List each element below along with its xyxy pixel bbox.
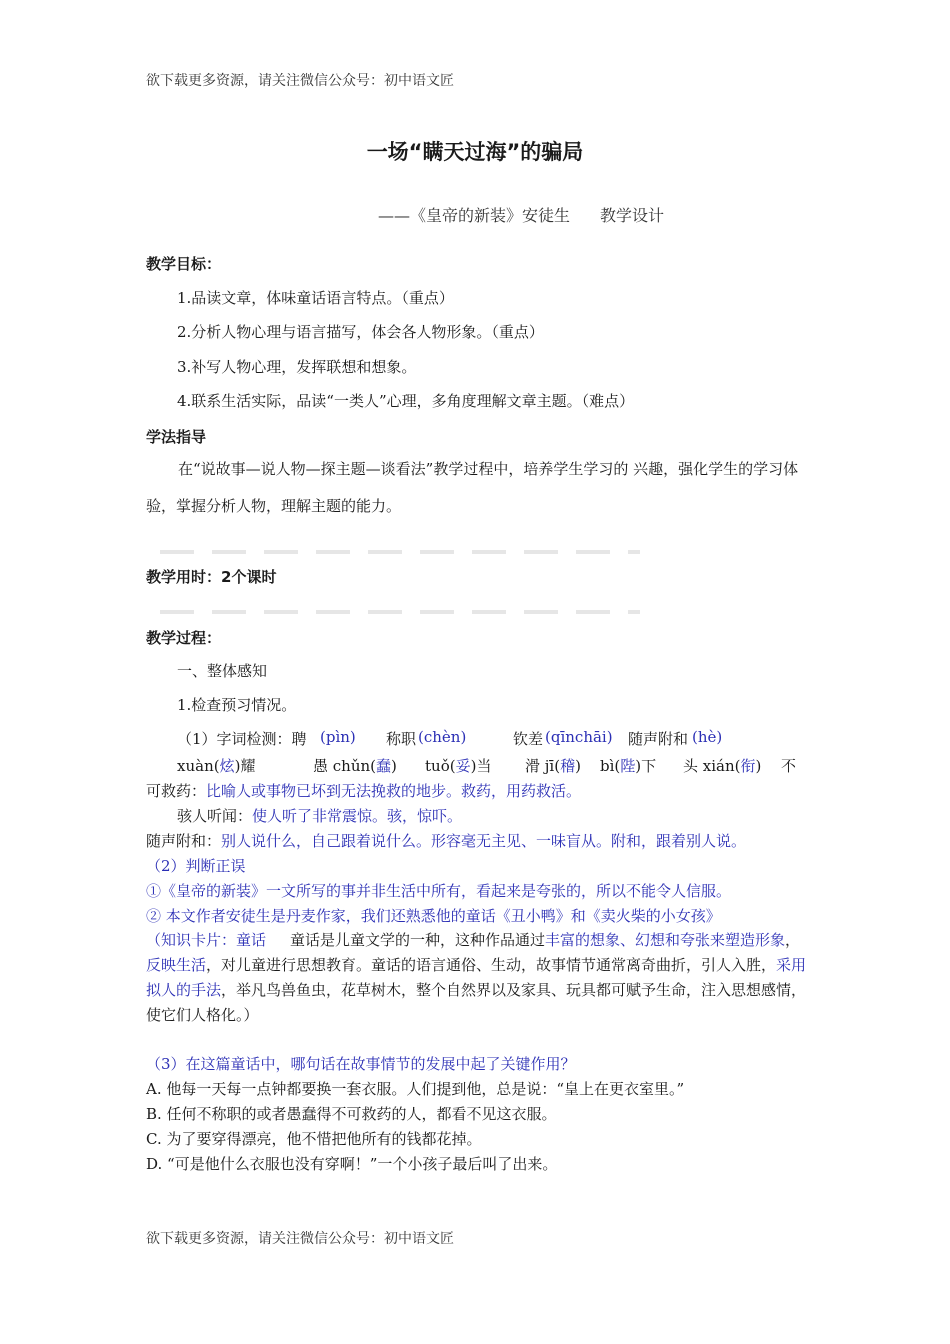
vocab-bixia: bì(陛)下 xyxy=(600,757,657,775)
definition-bukejiuyao: 可救药：比喻人或事物已坏到无法挽救的地步。救药，用药救活。 xyxy=(146,782,582,800)
method-paragraph: 在“说故事—说人物—探主题—谈看法”教学过程中，培养学生学习的 兴趣，强化学生的学习体验，掌握分析人物，理解主题的能力。 xyxy=(146,460,799,515)
goal-item: 1.品读文章，体味童话语言特点。（重点） xyxy=(177,289,454,307)
word-chenzhi: 称职 xyxy=(386,730,417,748)
goal-item: 2.分析人物心理与语言描写，体会各人物形象。（重点） xyxy=(177,323,544,341)
vocab-tuodang: tuǒ(妥)当 xyxy=(425,757,492,775)
word-qinchai: 钦差 xyxy=(513,730,544,748)
word-suishengfuhe: 随声附和 xyxy=(628,730,689,748)
vocab-yuchun: 愚 chǔn(蠢) xyxy=(313,757,397,775)
pinyin-pin: (pìn) xyxy=(320,728,356,746)
judge-heading: （2）判断正误 xyxy=(146,857,246,875)
vocab-bu: 不 xyxy=(781,757,797,775)
question-3: （3）在这篇童话中，哪句话在故事情节的发展中起了关键作用？ xyxy=(146,1055,576,1073)
vocab-huaji: 滑 jī(稽) xyxy=(525,757,581,775)
faint-bleed-line xyxy=(160,550,640,554)
step-heading: 1.检查预习情况。 xyxy=(177,696,297,714)
vocab-label: （1）字词检测：聘 xyxy=(177,730,307,748)
process-heading: 教学过程： xyxy=(146,629,222,647)
goals-heading: 教学目标： xyxy=(146,255,222,273)
time-heading: 教学用时：2个课时 xyxy=(146,568,277,586)
option-d: D. “可是他什么衣服也没有穿啊！”一个小孩子最后叫了出来。 xyxy=(146,1155,558,1173)
judge-item: ② 本文作者安徒生是丹麦作家，我们还熟悉他的童话《丑小鸭》和《卖火柴的小女孩》 xyxy=(146,907,721,925)
faint-bleed-line xyxy=(160,610,640,614)
page-footer-note: 欲下载更多资源，请关注微信公众号：初中语文匠 xyxy=(146,1231,454,1247)
pinyin-chen: (chèn) xyxy=(418,728,467,746)
pinyin-he: (hè) xyxy=(692,728,723,746)
subtitle-kind: 教学设计 xyxy=(600,206,665,225)
method-heading: 学法指导 xyxy=(146,428,207,446)
page-subtitle xyxy=(378,203,664,226)
pinyin-qinchai: (qīnchāi) xyxy=(545,728,613,746)
knowledge-card: （知识卡片：童话 童话是儿童文学的一种，这种作品通过丰富的想象、幻想和夸张来塑造形象，反映生活，对儿童进行思想教育。童话的语言通俗、生动，故事情节通常离奇曲折，引人入胜，采用拟人的手法，举凡鸟兽鱼虫，花草树木，整个自然界以及家具、玩具都可赋予生命，注入思想感情，使它们人格化。） xyxy=(146,931,807,1024)
definition-suishengfuhe: 随声附和：别人说什么，自己跟着说什么。形容毫无主见、一味盲从。附和，跟着别人说。 xyxy=(146,832,747,850)
goal-item: 4.联系生活实际，品读“一类人”心理，多角度理解文章主题。（难点） xyxy=(177,392,635,410)
judge-item: ①《皇帝的新装》一文所写的事并非生活中所有，看起来是夸张的，所以不能令人信服。 xyxy=(146,882,732,900)
definition-hairentingwen: 骇人听闻：使人听了非常震惊。骇，惊吓。 xyxy=(177,807,463,825)
subtitle-source: ——《皇帝的新装》安徒生 xyxy=(378,206,571,225)
vocab-touxian: 头 xián(衔) xyxy=(683,757,762,775)
option-c: C. 为了要穿得漂亮，他不惜把他所有的钱都花掉。 xyxy=(146,1130,482,1148)
option-b: B. 任何不称职的或者愚蠢得不可救药的人，都看不见这衣服。 xyxy=(146,1105,557,1123)
part-heading: 一、整体感知 xyxy=(177,662,268,680)
goal-item: 3.补写人物心理，发挥联想和想象。 xyxy=(177,358,417,376)
page-header-note: 欲下载更多资源，请关注微信公众号：初中语文匠 xyxy=(146,73,454,89)
page-title: 一场“瞒天过海”的骗局 xyxy=(366,140,584,164)
vocab-xuanyao: xuàn(炫)耀 xyxy=(177,757,256,775)
option-a: A. 他每一天每一点钟都要换一套衣服。人们提到他，总是说：“皇上在更衣室里。” xyxy=(146,1080,685,1098)
